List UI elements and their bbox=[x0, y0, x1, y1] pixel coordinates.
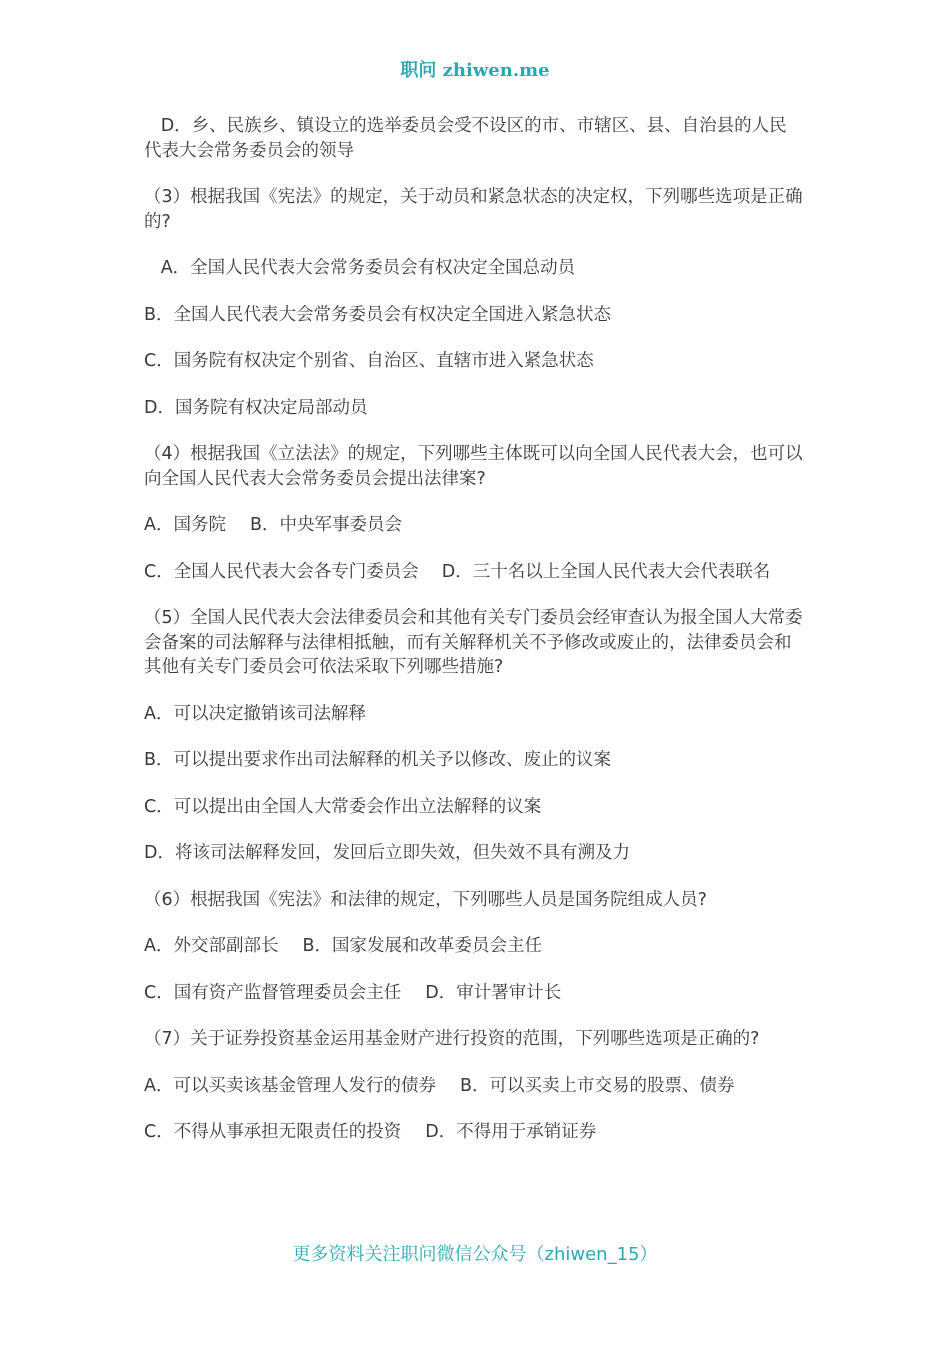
text-paragraph: D．将该司法解释发回，发回后立即失效，但失效不具有溯及力 bbox=[144, 843, 630, 863]
option-right: D．审计署审计长 bbox=[425, 982, 562, 1003]
text-paragraph: （5）全国人民代表大会法律委员会和其他有关专门委员会经审查认为报全国人大常委会备案的司法解释与法律相抵触，而有关解释机关不予修改或废止的，法律委员会和其他有关专门委员会可依法采取下列哪些措施? bbox=[144, 608, 803, 677]
text-paragraph: （3）根据我国《宪法》的规定，关于动员和紧急状态的决定权，下列哪些选项是正确的? bbox=[144, 187, 803, 232]
text-paragraph: C．可以提出由全国人大常委会作出立法解释的议案 bbox=[144, 796, 542, 817]
text-paragraph: （7）关于证券投资基金运用基金财产进行投资的范围，下列哪些选项是正确的? bbox=[144, 1029, 760, 1049]
option-left: C．不得从事承担无限责任的投资 bbox=[144, 1122, 402, 1142]
text-paragraph: （4）根据我国《立法法》的规定，下列哪些主体既可以向全国人民代表大会，也可以向全国人民代表大会常务委员会提出法律案? bbox=[144, 444, 803, 489]
option-left: A．国务院 bbox=[144, 515, 226, 535]
text-paragraph: B．可以提出要求作出司法解释的机关予以修改、废止的议案 bbox=[144, 750, 612, 770]
text-paragraph: （6）根据我国《宪法》和法律的规定，下列哪些人员是国务院组成人员? bbox=[144, 889, 707, 910]
text-paragraph: D．国务院有权决定局部动员 bbox=[144, 397, 368, 418]
text-paragraph: C．全国人民代表大会各专门委员会 D．三十名以上全国人民代表大会代表联名 bbox=[144, 561, 771, 582]
page-header: 职问 zhiwen.me bbox=[400, 60, 550, 81]
option-row bbox=[144, 981, 804, 1006]
option-right: B．国家发展和改革委员会主任 bbox=[302, 936, 542, 956]
option-row bbox=[144, 1120, 804, 1145]
option-right: B．中央军事委员会 bbox=[249, 515, 402, 535]
page-footer: 更多资料关注职问微信公众号（zhiwen_15） bbox=[292, 1244, 658, 1265]
document-body bbox=[144, 114, 804, 1167]
option-right: D．不得用于承销证券 bbox=[425, 1122, 597, 1142]
text-paragraph: A．全国人民代表大会常务委员会有权决定全国总动员 bbox=[144, 258, 576, 278]
text-paragraph: B．全国人民代表大会常务委员会有权决定全国进入紧急状态 bbox=[144, 304, 612, 325]
text-paragraph: A．可以决定撤销该司法解释 bbox=[144, 703, 366, 724]
option-row bbox=[144, 934, 804, 959]
option-row bbox=[144, 1074, 804, 1099]
option-right: B．可以买卖上市交易的股票、债券 bbox=[459, 1075, 735, 1096]
option-left: C．国有资产监督管理委员会主任 bbox=[144, 982, 402, 1003]
text-paragraph: D．乡、民族乡、镇设立的选举委员会受不设区的市、市辖区、县、自治县的人民代表大会常务委员会的领导 bbox=[144, 116, 787, 161]
option-left: A．外交部副部长 bbox=[144, 936, 279, 956]
option-row bbox=[144, 513, 804, 538]
option-left: A．可以买卖该基金管理人发行的债券 bbox=[144, 1075, 436, 1096]
text-paragraph: C．国务院有权决定个别省、自治区、直辖市进入紧急状态 bbox=[144, 351, 594, 371]
